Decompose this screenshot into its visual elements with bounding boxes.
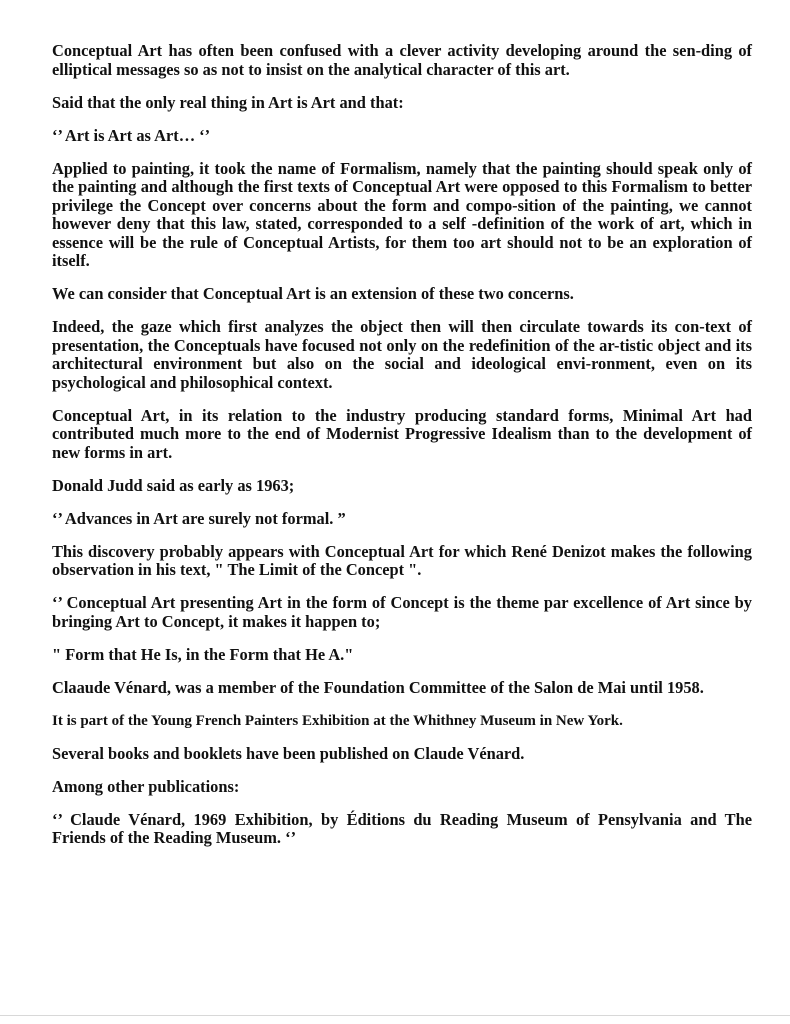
paragraph-publications: Among other publications: — [52, 776, 240, 796]
paragraph-rene-denizot: This discovery probably appears with Conceptual Art for which René Denizot makes the following observation in his text, " The Limit of the Concept ". — [52, 541, 752, 579]
quote-concept: ‘’ Conceptual Art presenting Art in the form of Concept is the theme par excellence of Art since by bringing Art to Concept, it makes it happen to; — [52, 593, 752, 631]
paragraph-minimal-art: Conceptual Art, in its relation to the industry producing standard forms, Minimal Art had contributed much more to the end of Modernist Progressive Idealism than to the development of new forms in art. — [52, 405, 752, 462]
quote-advances: ‘’ Advances in Art are surely not formal. ” — [52, 508, 346, 528]
paragraph-reading-museum: ‘’ Claude Vénard, 1969 Exhibition, by Éditions du Reading Museum of Pensylvania and The Friends of the Reading Museum. ‘’ — [52, 809, 752, 847]
paragraph-donald-judd: Donald Judd said as early as 1963; — [52, 475, 295, 495]
paragraph-conceptual-art-confusion: Conceptual Art has often been confused with a clever activity developing around the sen-ding of elliptical messages so as not to insist on the analytical character of this art. — [52, 41, 752, 79]
paragraph-books: Several books and booklets have been published on Claude Vénard. — [52, 743, 525, 763]
paragraph-formalism: Applied to painting, it took the name of Formalism, namely that the painting should speak only of the painting and although the first texts of Conceptual Art were opposed to this Formalism to better privilege the Concept over concerns about the form and compo-sition of the painting, we cannot however deny that this law, stated, corresponded to a self -definition of the work of art, which in essence will be the rule of Conceptual Artists, for them too art should not to be an exploration of itself. — [52, 158, 752, 270]
paragraph-only-real-thing: Said that the only real thing in Art is Art and that: — [52, 92, 404, 112]
paragraph-gaze: Indeed, the gaze which first analyzes the object then will then circulate towards its con-text of presentation, the Conceptuals have focused not only on the redefinition of the ar-tistic object and its architectural environment but also on the social and ideological envi-ronment, even on its psychological and philosophical context. — [52, 317, 752, 392]
paragraph-extension: We can consider that Conceptual Art is an extension of these two concerns. — [52, 284, 574, 303]
document-page — [52, 42, 752, 862]
page-bottom-rule — [0, 1015, 790, 1016]
paragraph-whithney-museum: It is part of the Young French Painters Exhibition at the Whithney Museum in New York. — [52, 712, 623, 729]
paragraph-salon-de-mai: Claaude Vénard, was a member of the Foundation Committee of the Salon de Mai until 1958. — [52, 677, 704, 697]
quote-form: " Form that He Is, in the Form that He A." — [52, 644, 354, 664]
quote-art-is-art: ‘’ Art is Art as Art… ‘’ — [52, 125, 211, 145]
